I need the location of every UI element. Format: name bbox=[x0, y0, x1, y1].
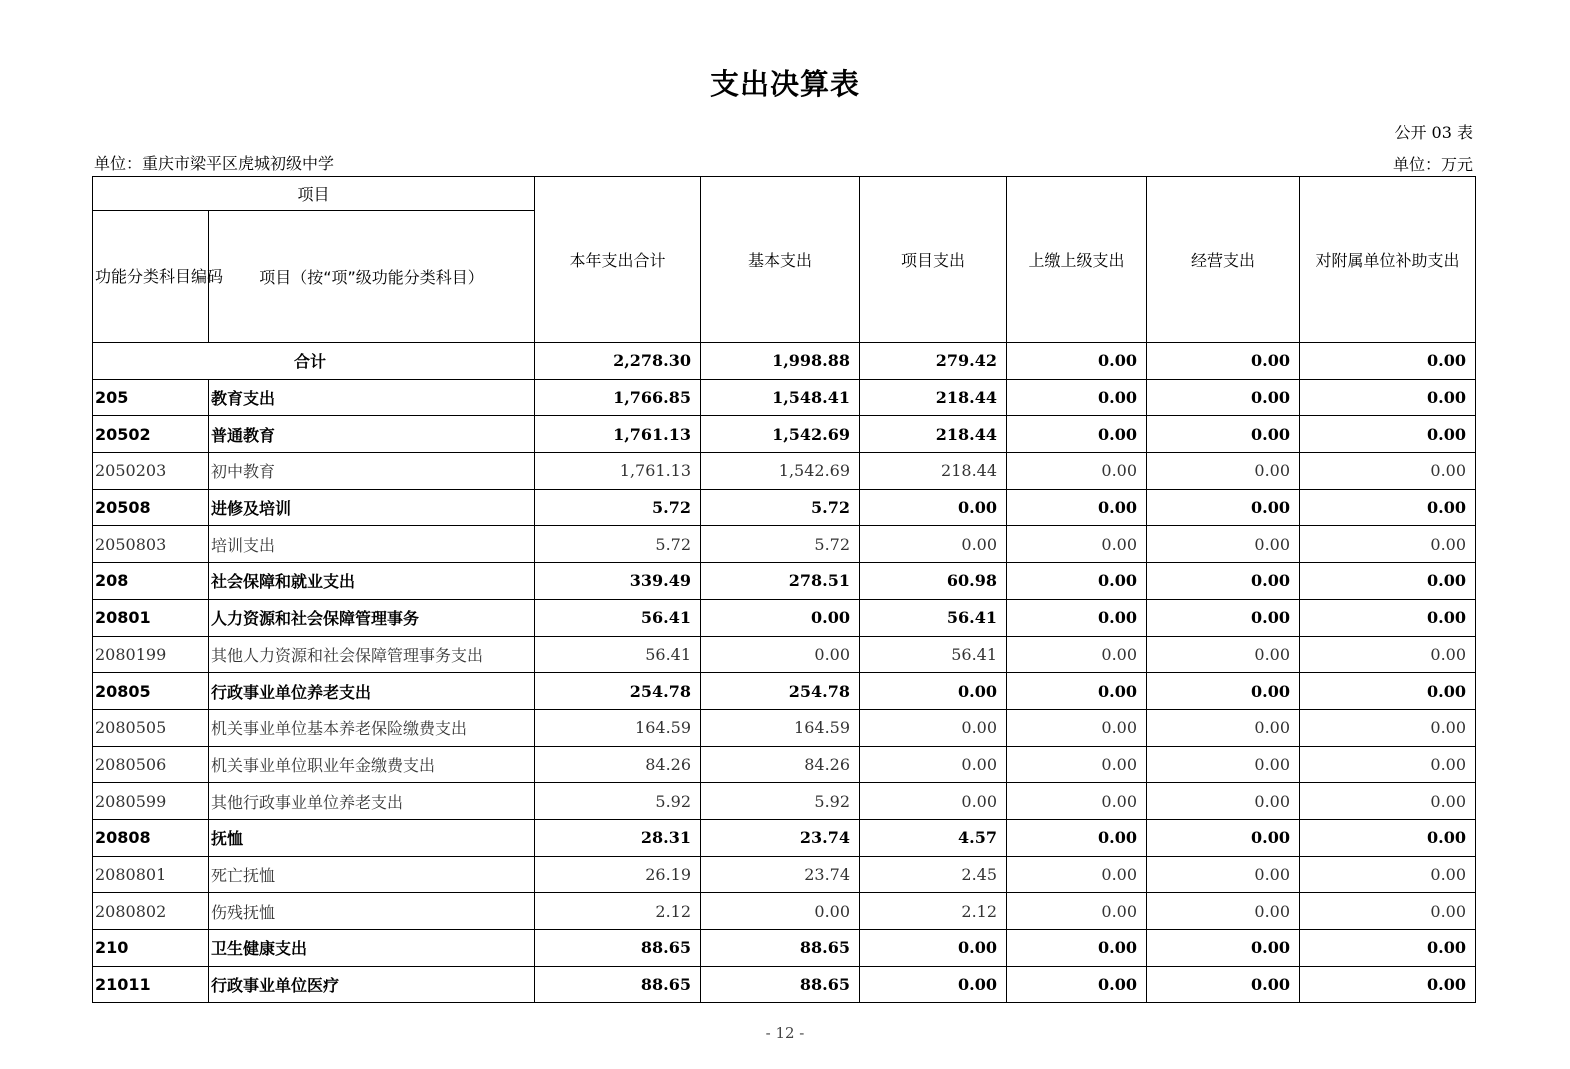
cell-basic: 0.00 bbox=[701, 599, 860, 636]
table-row bbox=[93, 526, 1476, 563]
cell-name: 社会保障和就业支出 bbox=[209, 563, 535, 600]
cell-basic: 23.74 bbox=[701, 856, 860, 893]
cell-basic: 5.72 bbox=[701, 526, 860, 563]
cell-name: 抚恤 bbox=[209, 819, 535, 856]
cell-business: 0.00 bbox=[1147, 489, 1300, 526]
header-project-expense: 项目支出 bbox=[860, 177, 1007, 343]
cell-subsidy: 0.00 bbox=[1300, 599, 1476, 636]
header-subsidy: 对附属单位补助支出 bbox=[1300, 177, 1476, 343]
cell-name: 进修及培训 bbox=[209, 489, 535, 526]
table-row bbox=[93, 379, 1476, 416]
cell-code: 2080506 bbox=[93, 746, 209, 783]
cell-total: 5.72 bbox=[535, 489, 701, 526]
cell-business: 0.00 bbox=[1147, 783, 1300, 820]
cell-superior: 0.00 bbox=[1007, 819, 1147, 856]
cell-basic: 0.00 bbox=[701, 636, 860, 673]
table-row bbox=[93, 636, 1476, 673]
cell-project: 56.41 bbox=[860, 636, 1007, 673]
expenditure-table bbox=[92, 176, 1476, 1003]
cell-code: 205 bbox=[93, 379, 209, 416]
cell-code: 20508 bbox=[93, 489, 209, 526]
cell-superior: 0.00 bbox=[1007, 783, 1147, 820]
cell-code: 20808 bbox=[93, 819, 209, 856]
cell-code: 2050803 bbox=[93, 526, 209, 563]
cell-basic: 88.65 bbox=[701, 966, 860, 1003]
cell-name: 伤残抚恤 bbox=[209, 893, 535, 930]
cell-business: 0.00 bbox=[1147, 379, 1300, 416]
cell-subsidy: 0.00 bbox=[1300, 819, 1476, 856]
cell-subsidy: 0.00 bbox=[1300, 453, 1476, 490]
cell-superior: 0.00 bbox=[1007, 709, 1147, 746]
cell-basic: 1,542.69 bbox=[701, 416, 860, 453]
cell-subsidy: 0.00 bbox=[1300, 856, 1476, 893]
cell-project: 4.57 bbox=[860, 819, 1007, 856]
cell-subsidy: 0.00 bbox=[1300, 673, 1476, 710]
cell-code: 208 bbox=[93, 563, 209, 600]
total-cell-project: 279.42 bbox=[860, 343, 1007, 380]
cell-subsidy: 0.00 bbox=[1300, 709, 1476, 746]
cell-name: 初中教育 bbox=[209, 453, 535, 490]
cell-business: 0.00 bbox=[1147, 453, 1300, 490]
cell-business: 0.00 bbox=[1147, 673, 1300, 710]
cell-subsidy: 0.00 bbox=[1300, 563, 1476, 600]
table-row bbox=[93, 563, 1476, 600]
cell-name: 普通教育 bbox=[209, 416, 535, 453]
cell-basic: 5.72 bbox=[701, 489, 860, 526]
cell-basic: 23.74 bbox=[701, 819, 860, 856]
table-row bbox=[93, 966, 1476, 1003]
cell-basic: 278.51 bbox=[701, 563, 860, 600]
table-row bbox=[93, 893, 1476, 930]
total-label: 合计 bbox=[93, 343, 535, 380]
cell-code: 2080802 bbox=[93, 893, 209, 930]
cell-total: 254.78 bbox=[535, 673, 701, 710]
header-business: 经营支出 bbox=[1147, 177, 1300, 343]
header-name: 项目（按“项”级功能分类科目） bbox=[209, 211, 535, 343]
total-cell-basic: 1,998.88 bbox=[701, 343, 860, 380]
cell-code: 20502 bbox=[93, 416, 209, 453]
table-row bbox=[93, 673, 1476, 710]
cell-basic: 0.00 bbox=[701, 893, 860, 930]
cell-business: 0.00 bbox=[1147, 599, 1300, 636]
page-title: 支出决算表 bbox=[709, 67, 860, 101]
cell-project: 2.45 bbox=[860, 856, 1007, 893]
cell-business: 0.00 bbox=[1147, 856, 1300, 893]
unit-organization: 单位：重庆市梁平区虎城初级中学 bbox=[94, 154, 335, 173]
cell-superior: 0.00 bbox=[1007, 893, 1147, 930]
cell-code: 21011 bbox=[93, 966, 209, 1003]
table-row bbox=[93, 599, 1476, 636]
table-row bbox=[93, 819, 1476, 856]
form-number: 公开 03 表 bbox=[1394, 123, 1473, 142]
cell-business: 0.00 bbox=[1147, 893, 1300, 930]
table-row bbox=[93, 856, 1476, 893]
cell-total: 1,766.85 bbox=[535, 379, 701, 416]
cell-subsidy: 0.00 bbox=[1300, 783, 1476, 820]
cell-total: 56.41 bbox=[535, 599, 701, 636]
cell-basic: 164.59 bbox=[701, 709, 860, 746]
cell-code: 2080801 bbox=[93, 856, 209, 893]
total-cell-business: 0.00 bbox=[1147, 343, 1300, 380]
cell-subsidy: 0.00 bbox=[1300, 416, 1476, 453]
cell-name: 教育支出 bbox=[209, 379, 535, 416]
cell-superior: 0.00 bbox=[1007, 599, 1147, 636]
cell-business: 0.00 bbox=[1147, 930, 1300, 967]
cell-superior: 0.00 bbox=[1007, 746, 1147, 783]
table-row bbox=[93, 453, 1476, 490]
total-cell-subsidy: 0.00 bbox=[1300, 343, 1476, 380]
cell-superior: 0.00 bbox=[1007, 563, 1147, 600]
cell-project: 0.00 bbox=[860, 783, 1007, 820]
table-row bbox=[93, 783, 1476, 820]
cell-total: 26.19 bbox=[535, 856, 701, 893]
cell-project: 218.44 bbox=[860, 416, 1007, 453]
cell-superior: 0.00 bbox=[1007, 416, 1147, 453]
table-row bbox=[93, 416, 1476, 453]
cell-basic: 1,548.41 bbox=[701, 379, 860, 416]
cell-business: 0.00 bbox=[1147, 416, 1300, 453]
cell-superior: 0.00 bbox=[1007, 453, 1147, 490]
cell-name: 其他行政事业单位养老支出 bbox=[209, 783, 535, 820]
cell-superior: 0.00 bbox=[1007, 526, 1147, 563]
cell-project: 218.44 bbox=[860, 453, 1007, 490]
cell-total: 164.59 bbox=[535, 709, 701, 746]
cell-basic: 5.92 bbox=[701, 783, 860, 820]
cell-name: 机关事业单位基本养老保险缴费支出 bbox=[209, 709, 535, 746]
cell-business: 0.00 bbox=[1147, 966, 1300, 1003]
cell-project: 56.41 bbox=[860, 599, 1007, 636]
cell-total: 56.41 bbox=[535, 636, 701, 673]
cell-total: 5.72 bbox=[535, 526, 701, 563]
cell-code: 2080599 bbox=[93, 783, 209, 820]
cell-total: 84.26 bbox=[535, 746, 701, 783]
cell-code: 2080505 bbox=[93, 709, 209, 746]
cell-subsidy: 0.00 bbox=[1300, 746, 1476, 783]
cell-total: 1,761.13 bbox=[535, 453, 701, 490]
cell-business: 0.00 bbox=[1147, 819, 1300, 856]
cell-business: 0.00 bbox=[1147, 526, 1300, 563]
table-row bbox=[93, 489, 1476, 526]
cell-project: 0.00 bbox=[860, 709, 1007, 746]
cell-total: 88.65 bbox=[535, 930, 701, 967]
cell-name: 培训支出 bbox=[209, 526, 535, 563]
cell-total: 2.12 bbox=[535, 893, 701, 930]
cell-total: 5.92 bbox=[535, 783, 701, 820]
cell-business: 0.00 bbox=[1147, 636, 1300, 673]
cell-total: 339.49 bbox=[535, 563, 701, 600]
cell-business: 0.00 bbox=[1147, 746, 1300, 783]
cell-superior: 0.00 bbox=[1007, 966, 1147, 1003]
cell-subsidy: 0.00 bbox=[1300, 930, 1476, 967]
header-project: 项目 bbox=[93, 177, 535, 211]
cell-superior: 0.00 bbox=[1007, 673, 1147, 710]
table-row bbox=[93, 746, 1476, 783]
cell-superior: 0.00 bbox=[1007, 379, 1147, 416]
cell-basic: 84.26 bbox=[701, 746, 860, 783]
cell-total: 1,761.13 bbox=[535, 416, 701, 453]
header-code: 功能分类科目编码 bbox=[93, 211, 209, 343]
total-cell-total: 2,278.30 bbox=[535, 343, 701, 380]
cell-name: 人力资源和社会保障管理事务 bbox=[209, 599, 535, 636]
cell-subsidy: 0.00 bbox=[1300, 526, 1476, 563]
cell-business: 0.00 bbox=[1147, 709, 1300, 746]
cell-name: 死亡抚恤 bbox=[209, 856, 535, 893]
unit-currency: 单位：万元 bbox=[1392, 155, 1473, 174]
cell-code: 210 bbox=[93, 930, 209, 967]
cell-basic: 1,542.69 bbox=[701, 453, 860, 490]
page-number: - 12 - bbox=[765, 1024, 805, 1042]
total-cell-superior: 0.00 bbox=[1007, 343, 1147, 380]
cell-subsidy: 0.00 bbox=[1300, 489, 1476, 526]
cell-superior: 0.00 bbox=[1007, 856, 1147, 893]
cell-code: 20801 bbox=[93, 599, 209, 636]
cell-basic: 254.78 bbox=[701, 673, 860, 710]
cell-name: 其他人力资源和社会保障管理事务支出 bbox=[209, 636, 535, 673]
cell-subsidy: 0.00 bbox=[1300, 893, 1476, 930]
cell-basic: 88.65 bbox=[701, 930, 860, 967]
cell-name: 行政事业单位养老支出 bbox=[209, 673, 535, 710]
cell-project: 0.00 bbox=[860, 746, 1007, 783]
table-row bbox=[93, 709, 1476, 746]
cell-superior: 0.00 bbox=[1007, 930, 1147, 967]
cell-superior: 0.00 bbox=[1007, 636, 1147, 673]
header-superior: 上缴上级支出 bbox=[1007, 177, 1147, 343]
cell-total: 28.31 bbox=[535, 819, 701, 856]
cell-subsidy: 0.00 bbox=[1300, 379, 1476, 416]
cell-project: 218.44 bbox=[860, 379, 1007, 416]
header-basic: 基本支出 bbox=[701, 177, 860, 343]
cell-name: 卫生健康支出 bbox=[209, 930, 535, 967]
table-row bbox=[93, 930, 1476, 967]
header-total: 本年支出合计 bbox=[535, 177, 701, 343]
cell-project: 0.00 bbox=[860, 489, 1007, 526]
cell-code: 20805 bbox=[93, 673, 209, 710]
cell-project: 0.00 bbox=[860, 966, 1007, 1003]
cell-subsidy: 0.00 bbox=[1300, 966, 1476, 1003]
cell-total: 88.65 bbox=[535, 966, 701, 1003]
cell-business: 0.00 bbox=[1147, 563, 1300, 600]
cell-project: 2.12 bbox=[860, 893, 1007, 930]
cell-project: 60.98 bbox=[860, 563, 1007, 600]
cell-project: 0.00 bbox=[860, 673, 1007, 710]
total-row bbox=[93, 343, 1476, 380]
cell-code: 2050203 bbox=[93, 453, 209, 490]
cell-name: 行政事业单位医疗 bbox=[209, 966, 535, 1003]
cell-superior: 0.00 bbox=[1007, 489, 1147, 526]
cell-code: 2080199 bbox=[93, 636, 209, 673]
cell-project: 0.00 bbox=[860, 526, 1007, 563]
cell-subsidy: 0.00 bbox=[1300, 636, 1476, 673]
cell-project: 0.00 bbox=[860, 930, 1007, 967]
cell-name: 机关事业单位职业年金缴费支出 bbox=[209, 746, 535, 783]
